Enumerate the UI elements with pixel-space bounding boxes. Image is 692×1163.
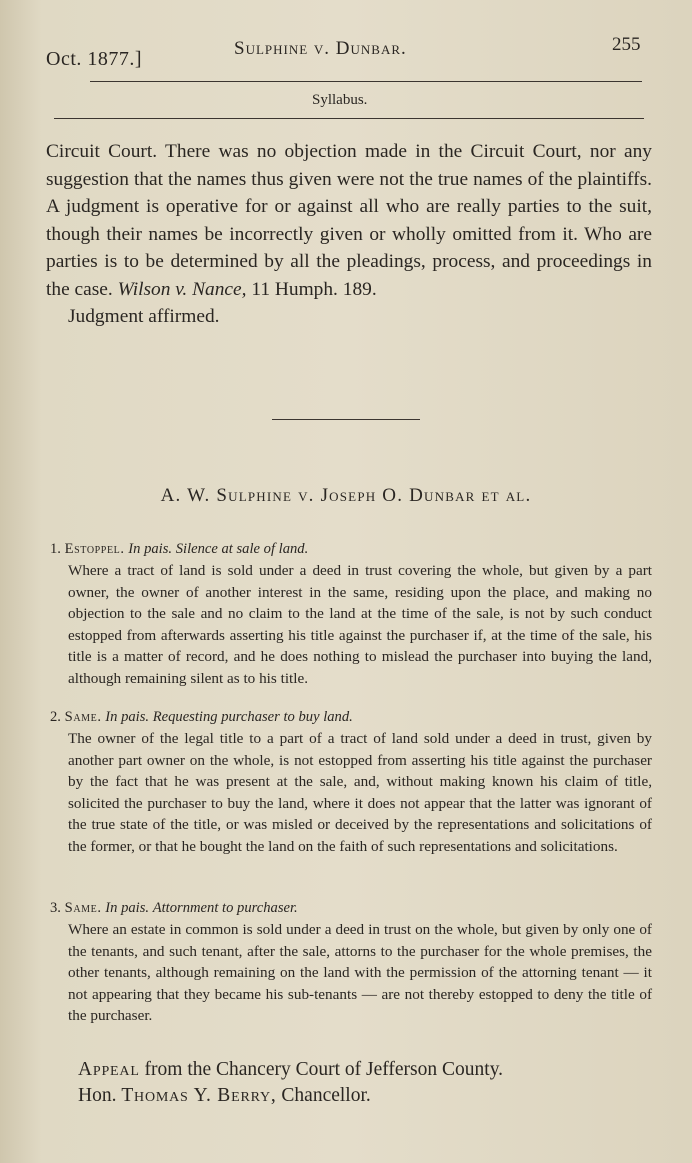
page-number: 255 (612, 34, 641, 55)
headnote-number: 1. (50, 541, 61, 557)
header-date: Oct. 1877.] (46, 48, 143, 70)
headnote-1-heading (50, 541, 308, 558)
judgment-line: Judgment affirmed. (68, 306, 220, 327)
appeal-judge: Thomas Y. Berry, (121, 1085, 277, 1106)
citation-case: Wilson v. Nance, (117, 278, 247, 300)
headnote-number: 3. (50, 900, 61, 916)
headnote-subject: Attornment to purchaser. (152, 900, 298, 916)
appeal-prefix: Hon. (78, 1085, 117, 1106)
headnote-subject: Silence at sale of land. (175, 541, 309, 557)
citation-reporter: 11 Humph. 189. (251, 278, 377, 300)
headnote-in-pais: In pais. (105, 900, 150, 916)
opening-text: Circuit Court. There was no objection made in the Circuit Court, nor any suggestion that the names thus given were not the true names of the plaintiffs. A judgment is operative for or against all who are really parties to the suit, though their names be incorrectly given or wholly omitted from it. Who are parties is to be determined by all the pleadings, process, and proceedings in the case. (46, 141, 652, 300)
headnote-topic: Estoppel. (64, 541, 125, 557)
headnote-3-heading (50, 900, 298, 917)
headnote-1-text: Where a tract of land is sold under a deed in trust covering the whole, but given by a part owner, the owner of another interest in the same, residing upon the place, and making no objection to the sale and no claim to the land at the time of the sale, is not by such conduct estopped from afterwards asserting his title against the purchaser if, at the time of the sale, his title is a matter of record, and he does nothing to mislead the purchaser into buying the land, although remaining silent as to his title. (68, 562, 652, 687)
running-title: Sulphine v. Dunbar. (234, 38, 407, 59)
headnote-topic: Same. (64, 709, 102, 725)
section-divider (272, 419, 420, 420)
opening-paragraph (46, 138, 652, 331)
appeal-line-1 (78, 1057, 503, 1083)
headnote-subject: Requesting purchaser to buy land. (152, 709, 353, 725)
headnote-2-heading (50, 709, 353, 726)
headnote-number: 2. (50, 709, 61, 725)
headnote-topic: Same. (64, 900, 102, 916)
section-label: Syllabus. (312, 92, 368, 108)
appeal-block (78, 1057, 503, 1109)
header-rule-bottom (54, 118, 644, 119)
headnote-in-pais: In pais. (105, 709, 150, 725)
appeal-court: from the Chancery Court of Jefferson County. (144, 1059, 504, 1080)
headnote-3-text: Where an estate in common is sold under a deed in trust on the whole, but given by only one of the tenants, and such tenant, after the sale, attorns to the purchaser for the whole premises, the other tenants, although remaining on the land with the permission of the attorning tenant — it not appearing that they became his sub-tenants — are not thereby estopped to deny the title of the purchaser. (68, 921, 652, 1024)
appeal-line-2 (78, 1083, 503, 1109)
appeal-lead: Appeal (78, 1059, 140, 1080)
headnote-in-pais: In pais. (128, 541, 173, 557)
appeal-role: Chancellor. (281, 1085, 371, 1106)
case-title: A. W. Sulphine v. Joseph O. Dunbar et al. (160, 485, 532, 506)
headnote-2-text: The owner of the legal title to a part of a tract of land sold under a deed in trust, given by another part owner on the whole, is not estopped from asserting his title against the purchaser by the fact that he was present at the sale, and, without making known his claim of title, solicited the purchaser to buy the land, where it does not appear that the latter was ignorant of the true state of the title, or was misled or deceived by the representations and solicitations of the former, or that he bought the land on the faith of such representations and solicitations. (68, 730, 652, 855)
header-rule-top (90, 81, 642, 82)
